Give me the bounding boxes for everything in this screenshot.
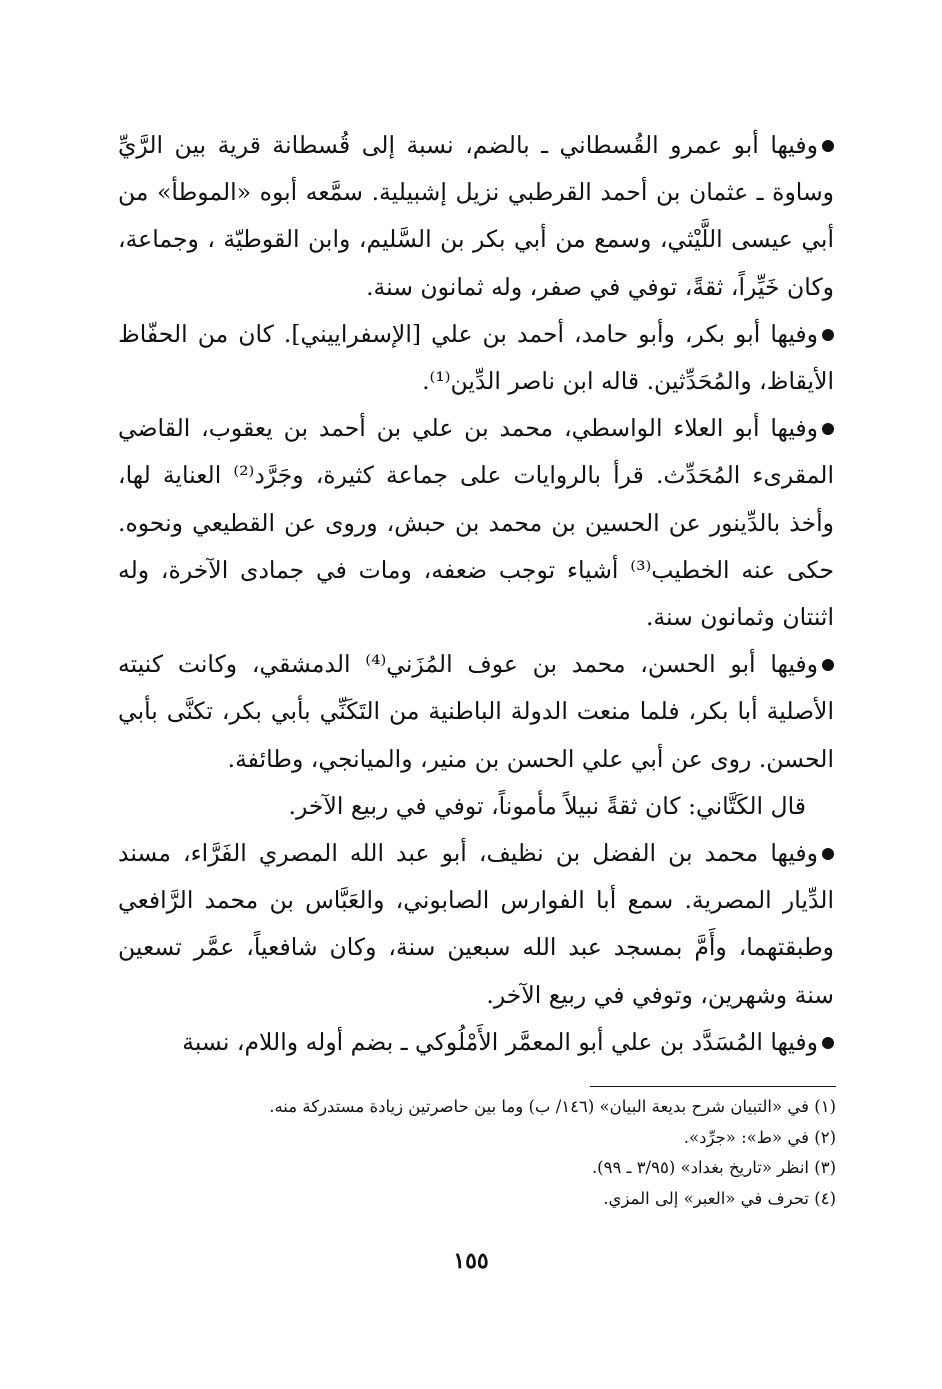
paragraph-6 [118, 830, 834, 1019]
footnote-4: (٤) تحرف في «العبر» إلى المزي. [603, 1188, 836, 1208]
paragraph-text: وفيها أبو بكر، وأبو حامد، أحمد بن علي [الإسفراييني]. كان من الحفّاظ الأيقاظ، والمُحَدِّثين. قاله ابن ناصر الدِّين⁽¹⁾. [118, 319, 834, 396]
paragraph-5 [118, 783, 834, 830]
paragraph-text: وفيها أبو الحسن، محمد بن عوف المُزَني⁽⁴⁾ الدمشقي، وكانت كنيته الأصلية أبا بكر، فلما منعت الدولة الباطنية من التَكَنِّي بأبي بكر، تكنَّى بأبي الحسن. روى عن أبي علي الحسن بن منير، والميانجي، وطائفة. [118, 650, 834, 773]
paragraph-2 [118, 311, 834, 405]
footnote-3: (٣) انظر «تاريخ بغداد» (٣/٩٥ ـ ٩٩). [591, 1158, 836, 1177]
footnote-2: (٢) في «ط»: «جرِّد». [683, 1127, 836, 1147]
paragraph-4 [118, 641, 834, 783]
bullet-dot-icon [822, 329, 834, 341]
bullet-dot-icon [822, 848, 834, 860]
footnote-divider [590, 1086, 836, 1087]
footnote-1: (١) في «التبيان شرح بديعة البيان» (١٤٦/ ب) وما بين حاصرتين زيادة مستدركة منه. [269, 1097, 836, 1116]
bullet-dot-icon [822, 1037, 834, 1049]
paragraph-text: وفيها المُسَدَّد بن علي أبو المعمَّر الأَمْلُوكي ـ بضم أوله واللام، نسبة [182, 1027, 818, 1056]
paragraph-1 [118, 122, 834, 311]
main-text [118, 122, 834, 1066]
page-number: ١٥٥ [453, 1248, 489, 1274]
bullet-dot-icon [822, 423, 834, 435]
paragraph-text: وفيها أبو عمرو القُسطاني ـ بالضم، نسبة إلى قُسطانة قرية بين الرَّيِّ وساوة ـ عثمان بن أحمد القرطبي نزيل إشبيلية. سمَّعه أبوه «الموطأ» من أبي عيسى اللَّيْثي، وسمع من أبي بكر بن السَّليم، وابن القوطيّة ، وجماعة، وكان خَيِّراً، ثقةً، توفي في صفر، وله ثمانون سنة. [118, 131, 834, 301]
footnotes [150, 1092, 836, 1214]
bullet-dot-icon [822, 140, 834, 152]
bullet-dot-icon [822, 659, 834, 671]
paragraph-text: قال الكَتَّاني: كان ثقةً نبيلاً مأموناً، توفي في ربيع الآخر. [288, 791, 806, 820]
paragraph-7 [118, 1019, 834, 1066]
paragraph-text: وفيها محمد بن الفضل بن نظيف، أبو عبد الله المصري الفَرَّاء، مسند الدِّيار المصرية. سمع أبا الفوارس الصابوني، والعَبَّاس بن محمد الرَّافعي وطبقتهما، وأَمَّ بمسجد عبد الله سبعين سنة، وكان شافعياً، عمَّر تسعين سنة وشهرين، وتوفي في ربيع الآخر. [118, 839, 834, 1009]
paragraph-text: وفيها أبو العلاء الواسطي، محمد بن علي بن أحمد بن يعقوب، القاضي المقرىء المُحَدِّث. قرأ بالروايات على جماعة كثيرة، وجَرَّد⁽²⁾ العناية لها، وأخذ بالدِّينور عن الحسين بن محمد بن حبش، وروى عن القطيعي ونحوه. حكى عنه الخطيب⁽³⁾ أشياء توجب ضعفه، ومات في جمادى الآخرة، وله اثنتان وثمانون سنة. [118, 414, 834, 632]
paragraph-3 [118, 405, 834, 641]
